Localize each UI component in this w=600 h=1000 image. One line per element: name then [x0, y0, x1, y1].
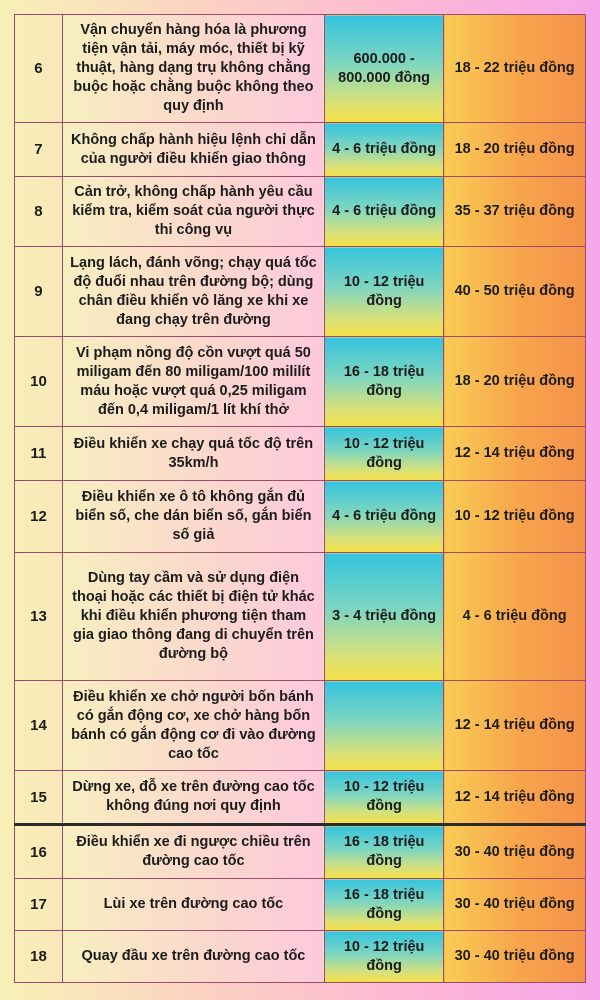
violation-description: Dùng tay cầm và sử dụng điện thoại hoặc các thiết bị điện tử khác khi điều khiển phương tiện tham gia giao thông đang di chuyển trên đường bộ [62, 553, 324, 681]
violation-description: Không chấp hành hiệu lệnh chỉ dẫn của người điều khiển giao thông [62, 123, 324, 177]
violation-description: Điều khiển xe đi ngược chiều trên đường cao tốc [62, 825, 324, 879]
table-row [15, 337, 586, 427]
old-fine: 16 - 18 triệu đồng [324, 879, 443, 931]
violation-description: Điều khiển xe ô tô không gắn đủ biển số, che dán biển số, gắn biển số giả [62, 481, 324, 553]
row-number: 15 [15, 771, 63, 825]
row-number: 9 [15, 247, 63, 337]
violation-description: Lạng lách, đánh võng; chạy quá tốc độ đuổi nhau trên đường bộ; dùng chân điều khiển vô lăng xe khi xe đang chạy trên đường [62, 247, 324, 337]
row-number: 16 [15, 825, 63, 879]
violation-description: Vận chuyển hàng hóa là phương tiện vận tải, máy móc, thiết bị kỹ thuật, hàng dạng trụ không chằng buộc hoặc chằng buộc không theo quy định [62, 15, 324, 123]
old-fine: 10 - 12 triệu đồng [324, 931, 443, 983]
table-row [15, 247, 586, 337]
violation-description: Dừng xe, đỗ xe trên đường cao tốc không đúng nơi quy định [62, 771, 324, 825]
row-number: 6 [15, 15, 63, 123]
row-number: 8 [15, 177, 63, 247]
new-fine: 30 - 40 triệu đồng [444, 931, 586, 983]
new-fine: 12 - 14 triệu đồng [444, 681, 586, 771]
new-fine: 10 - 12 triệu đồng [444, 481, 586, 553]
row-number: 12 [15, 481, 63, 553]
old-fine: 16 - 18 triệu đồng [324, 337, 443, 427]
new-fine: 12 - 14 triệu đồng [444, 771, 586, 825]
new-fine: 18 - 22 triệu đồng [444, 15, 586, 123]
row-number: 10 [15, 337, 63, 427]
table-row [15, 553, 586, 681]
table-row [15, 879, 586, 931]
violation-description: Quay đầu xe trên đường cao tốc [62, 931, 324, 983]
old-fine: 10 - 12 triệu đồng [324, 771, 443, 825]
old-fine: 3 - 4 triệu đồng [324, 553, 443, 681]
old-fine: 600.000 - 800.000 đồng [324, 15, 443, 123]
violation-description: Điều khiển xe chở người bốn bánh có gắn động cơ, xe chở hàng bốn bánh có gắn động cơ đi vào đường cao tốc [62, 681, 324, 771]
new-fine: 30 - 40 triệu đồng [444, 879, 586, 931]
row-number: 11 [15, 427, 63, 481]
new-fine: 12 - 14 triệu đồng [444, 427, 586, 481]
violation-description: Lùi xe trên đường cao tốc [62, 879, 324, 931]
row-number: 13 [15, 553, 63, 681]
table-row [15, 481, 586, 553]
fines-table [14, 14, 586, 983]
new-fine: 18 - 20 triệu đồng [444, 337, 586, 427]
violation-description: Vi phạm nồng độ cồn vượt quá 50 miligam đến 80 miligam/100 mililít máu hoặc vượt quá 0,25 miligam đến 0,4 miligam/1 lít khí thở [62, 337, 324, 427]
violation-description: Điều khiển xe chạy quá tốc độ trên 35km/h [62, 427, 324, 481]
row-number: 14 [15, 681, 63, 771]
table-row [15, 427, 586, 481]
old-fine: 10 - 12 triệu đồng [324, 427, 443, 481]
old-fine [324, 681, 443, 771]
table-row [15, 681, 586, 771]
old-fine: 16 - 18 triệu đồng [324, 825, 443, 879]
row-number: 17 [15, 879, 63, 931]
row-number: 7 [15, 123, 63, 177]
old-fine: 4 - 6 triệu đồng [324, 123, 443, 177]
new-fine: 40 - 50 triệu đồng [444, 247, 586, 337]
old-fine: 4 - 6 triệu đồng [324, 177, 443, 247]
violation-description: Cản trở, không chấp hành yêu cầu kiểm tra, kiểm soát của người thực thi công vụ [62, 177, 324, 247]
new-fine: 30 - 40 triệu đồng [444, 825, 586, 879]
new-fine: 35 - 37 triệu đồng [444, 177, 586, 247]
old-fine: 4 - 6 triệu đồng [324, 481, 443, 553]
table-row [15, 771, 586, 825]
row-number: 18 [15, 931, 63, 983]
new-fine: 4 - 6 triệu đồng [444, 553, 586, 681]
new-fine: 18 - 20 triệu đồng [444, 123, 586, 177]
table-row [15, 931, 586, 983]
fines-table-container [14, 14, 586, 983]
table-row [15, 825, 586, 879]
table-row [15, 123, 586, 177]
old-fine: 10 - 12 triệu đồng [324, 247, 443, 337]
table-row [15, 177, 586, 247]
table-row [15, 15, 586, 123]
